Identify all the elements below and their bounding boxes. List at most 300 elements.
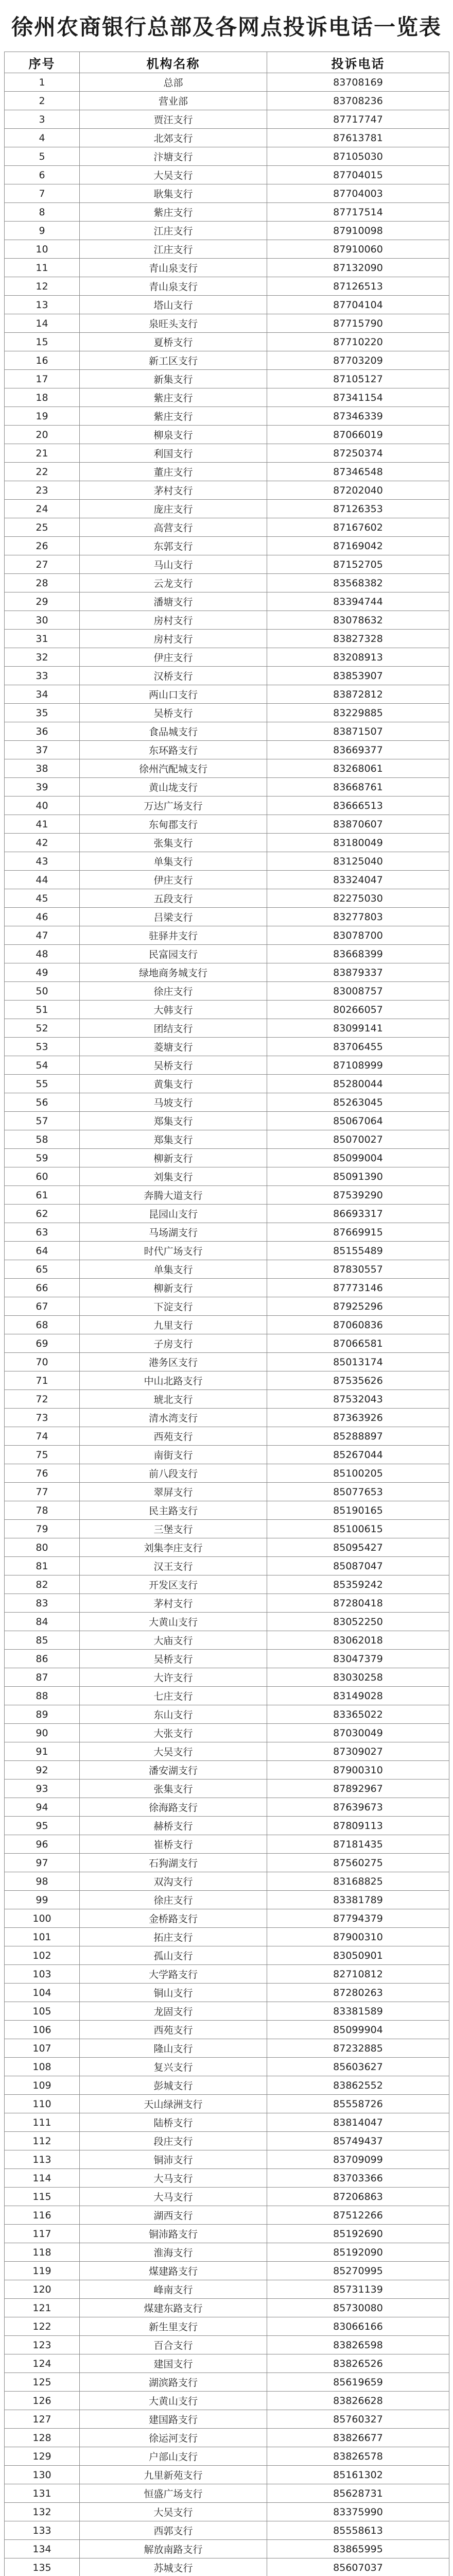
row-index: 5 bbox=[5, 147, 80, 166]
complaint-phone: 85091390 bbox=[267, 1167, 449, 1186]
row-index: 19 bbox=[5, 407, 80, 426]
table-row bbox=[5, 407, 449, 426]
row-index: 91 bbox=[5, 1742, 80, 1761]
complaint-phone: 87910060 bbox=[267, 240, 449, 259]
table-row bbox=[5, 2317, 449, 2336]
table-row bbox=[5, 1575, 449, 1594]
row-index: 134 bbox=[5, 2540, 80, 2558]
branch-name: 泉旺头支行 bbox=[80, 314, 267, 333]
table-row bbox=[5, 1205, 449, 1223]
branch-name: 柳新支行 bbox=[80, 1279, 267, 1297]
table-row bbox=[5, 1297, 449, 1316]
branch-name: 徐庄支行 bbox=[80, 982, 267, 1001]
table-row bbox=[5, 1520, 449, 1538]
row-index: 70 bbox=[5, 1353, 80, 1371]
branch-name: 陆桥支行 bbox=[80, 2113, 267, 2132]
branch-name: 淮海支行 bbox=[80, 2243, 267, 2262]
row-index: 68 bbox=[5, 1316, 80, 1334]
complaint-phone: 85192690 bbox=[267, 2225, 449, 2243]
row-index: 32 bbox=[5, 648, 80, 667]
table-row bbox=[5, 1483, 449, 1501]
table-row bbox=[5, 1334, 449, 1353]
complaint-phone: 83062018 bbox=[267, 1631, 449, 1650]
branch-name: 石狗湖支行 bbox=[80, 1854, 267, 1872]
table-row bbox=[5, 648, 449, 667]
row-index: 119 bbox=[5, 2262, 80, 2280]
row-index: 27 bbox=[5, 555, 80, 574]
row-index: 64 bbox=[5, 1242, 80, 1260]
complaint-phone: 85263045 bbox=[267, 1093, 449, 1112]
branch-name: 汴塘支行 bbox=[80, 147, 267, 166]
row-index: 82 bbox=[5, 1575, 80, 1594]
branch-name: 两山口支行 bbox=[80, 685, 267, 704]
row-index: 2 bbox=[5, 92, 80, 110]
row-index: 38 bbox=[5, 759, 80, 778]
table-row bbox=[5, 351, 449, 370]
complaint-phone: 87132090 bbox=[267, 259, 449, 277]
branch-name: 大学路支行 bbox=[80, 1965, 267, 1984]
table-row bbox=[5, 1687, 449, 1705]
row-index: 112 bbox=[5, 2132, 80, 2150]
complaint-phone: 83826578 bbox=[267, 2447, 449, 2466]
table-row bbox=[5, 1631, 449, 1650]
row-index: 47 bbox=[5, 926, 80, 945]
row-index: 118 bbox=[5, 2243, 80, 2262]
branch-name: 峰南支行 bbox=[80, 2280, 267, 2299]
table-row bbox=[5, 1724, 449, 1742]
branch-name: 贾汪支行 bbox=[80, 110, 267, 129]
table-row bbox=[5, 259, 449, 277]
complaint-phone: 87704015 bbox=[267, 166, 449, 184]
complaint-phone: 85100205 bbox=[267, 1464, 449, 1483]
table-row bbox=[5, 2540, 449, 2558]
complaint-phone: 85100615 bbox=[267, 1520, 449, 1538]
table-row bbox=[5, 463, 449, 481]
complaint-phone: 83827328 bbox=[267, 630, 449, 648]
branch-name: 青山泉支行 bbox=[80, 277, 267, 296]
row-index: 4 bbox=[5, 129, 80, 147]
complaint-phone: 83826598 bbox=[267, 2336, 449, 2354]
row-index: 93 bbox=[5, 1780, 80, 1798]
complaint-phone: 87900310 bbox=[267, 1761, 449, 1780]
row-index: 53 bbox=[5, 1038, 80, 1056]
complaint-phone: 83862552 bbox=[267, 2076, 449, 2095]
table-row bbox=[5, 741, 449, 759]
table-row bbox=[5, 518, 449, 537]
table-row bbox=[5, 1464, 449, 1483]
table-row bbox=[5, 426, 449, 444]
complaint-phone: 87539290 bbox=[267, 1186, 449, 1205]
table-row bbox=[5, 2299, 449, 2317]
row-index: 31 bbox=[5, 630, 80, 648]
row-index: 12 bbox=[5, 277, 80, 296]
table-row bbox=[5, 722, 449, 741]
row-index: 79 bbox=[5, 1520, 80, 1538]
row-index: 66 bbox=[5, 1279, 80, 1297]
row-index: 120 bbox=[5, 2280, 80, 2299]
table-row bbox=[5, 1242, 449, 1260]
branch-name: 马场湖支行 bbox=[80, 1223, 267, 1242]
table-row bbox=[5, 1353, 449, 1371]
row-index: 114 bbox=[5, 2169, 80, 2188]
row-index: 20 bbox=[5, 426, 80, 444]
complaint-phone: 87794379 bbox=[267, 1909, 449, 1928]
branch-name: 七庄支行 bbox=[80, 1687, 267, 1705]
branch-name: 夏桥支行 bbox=[80, 333, 267, 351]
row-index: 6 bbox=[5, 166, 80, 184]
table-row bbox=[5, 1594, 449, 1613]
row-index: 61 bbox=[5, 1186, 80, 1205]
complaint-phone: 87309027 bbox=[267, 1742, 449, 1761]
branch-name: 耿集支行 bbox=[80, 184, 267, 203]
complaint-phone: 87900310 bbox=[267, 1928, 449, 1946]
branch-name: 房村支行 bbox=[80, 630, 267, 648]
complaint-phone: 85628731 bbox=[267, 2484, 449, 2503]
table-row bbox=[5, 1650, 449, 1668]
complaint-phone: 83871507 bbox=[267, 722, 449, 741]
row-index: 13 bbox=[5, 296, 80, 314]
row-index: 43 bbox=[5, 852, 80, 871]
branch-name: 九里支行 bbox=[80, 1316, 267, 1334]
row-index: 18 bbox=[5, 388, 80, 407]
branch-name: 百合支行 bbox=[80, 2336, 267, 2354]
complaint-phone: 85558613 bbox=[267, 2521, 449, 2540]
row-index: 129 bbox=[5, 2447, 80, 2466]
complaint-phone: 85730080 bbox=[267, 2299, 449, 2317]
table-row bbox=[5, 2225, 449, 2243]
row-index: 121 bbox=[5, 2299, 80, 2317]
row-index: 135 bbox=[5, 2558, 80, 2576]
row-index: 16 bbox=[5, 351, 80, 370]
complaint-phone: 85267044 bbox=[267, 1446, 449, 1464]
branch-name: 房村支行 bbox=[80, 611, 267, 630]
complaint-phone: 87703209 bbox=[267, 351, 449, 370]
row-index: 8 bbox=[5, 203, 80, 222]
branch-name: 建国支行 bbox=[80, 2354, 267, 2373]
complaint-phone: 83008757 bbox=[267, 982, 449, 1001]
branch-name: 徐州汽配城支行 bbox=[80, 759, 267, 778]
branch-name: 翠屏支行 bbox=[80, 1483, 267, 1501]
row-index: 49 bbox=[5, 963, 80, 982]
table-row bbox=[5, 2429, 449, 2447]
row-index: 109 bbox=[5, 2076, 80, 2095]
branch-name: 民主路支行 bbox=[80, 1501, 267, 1520]
table-row bbox=[5, 1538, 449, 1557]
row-index: 101 bbox=[5, 1928, 80, 1946]
complaint-phone: 83208913 bbox=[267, 648, 449, 667]
row-index: 62 bbox=[5, 1205, 80, 1223]
complaint-phone: 85760327 bbox=[267, 2410, 449, 2429]
table-row bbox=[5, 2113, 449, 2132]
table-row bbox=[5, 1854, 449, 1872]
table-row bbox=[5, 1798, 449, 1817]
complaint-phone: 85077653 bbox=[267, 1483, 449, 1501]
row-index: 124 bbox=[5, 2354, 80, 2373]
branch-name: 塔山支行 bbox=[80, 296, 267, 314]
table-row bbox=[5, 1446, 449, 1464]
table-row bbox=[5, 2132, 449, 2150]
row-index: 54 bbox=[5, 1056, 80, 1075]
branch-name: 高营支行 bbox=[80, 518, 267, 537]
branch-name: 新集支行 bbox=[80, 370, 267, 388]
branch-name: 东郭支行 bbox=[80, 537, 267, 555]
row-index: 39 bbox=[5, 778, 80, 796]
table-row bbox=[5, 388, 449, 407]
branch-name: 南街支行 bbox=[80, 1446, 267, 1464]
row-index: 92 bbox=[5, 1761, 80, 1780]
row-index: 133 bbox=[5, 2521, 80, 2540]
branch-name: 孤山支行 bbox=[80, 1946, 267, 1965]
row-index: 74 bbox=[5, 1427, 80, 1446]
table-row bbox=[5, 2280, 449, 2299]
row-index: 89 bbox=[5, 1705, 80, 1724]
branch-name: 利国支行 bbox=[80, 444, 267, 463]
branch-name: 黄集支行 bbox=[80, 1075, 267, 1093]
complaint-phone: 83365022 bbox=[267, 1705, 449, 1724]
row-index: 84 bbox=[5, 1613, 80, 1631]
table-row bbox=[5, 1019, 449, 1038]
branch-name: 东山支行 bbox=[80, 1705, 267, 1724]
row-index: 57 bbox=[5, 1112, 80, 1130]
branch-name: 马坡支行 bbox=[80, 1093, 267, 1112]
table-row bbox=[5, 1075, 449, 1093]
row-index: 45 bbox=[5, 889, 80, 908]
row-index: 123 bbox=[5, 2336, 80, 2354]
branch-name: 隆山支行 bbox=[80, 2039, 267, 2058]
table-row bbox=[5, 796, 449, 815]
table-row bbox=[5, 2095, 449, 2113]
complaint-phone: 83853907 bbox=[267, 667, 449, 685]
branch-name: 茅村支行 bbox=[80, 1594, 267, 1613]
branch-name: 煤建路支行 bbox=[80, 2262, 267, 2280]
row-index: 97 bbox=[5, 1854, 80, 1872]
complaint-phone: 82710812 bbox=[267, 1965, 449, 1984]
complaint-phone: 85619659 bbox=[267, 2373, 449, 2392]
complaint-phone: 87363926 bbox=[267, 1409, 449, 1427]
branch-name: 铜沛支行 bbox=[80, 2150, 267, 2169]
row-index: 132 bbox=[5, 2503, 80, 2521]
row-index: 99 bbox=[5, 1891, 80, 1909]
row-index: 83 bbox=[5, 1594, 80, 1613]
branch-name: 煤建东路支行 bbox=[80, 2299, 267, 2317]
branch-name: 江庄支行 bbox=[80, 240, 267, 259]
complaint-phone: 85270995 bbox=[267, 2262, 449, 2280]
complaint-phone: 83078632 bbox=[267, 611, 449, 630]
complaint-phone: 87250374 bbox=[267, 444, 449, 463]
table-body bbox=[5, 73, 449, 2576]
complaint-phone: 83047379 bbox=[267, 1650, 449, 1668]
complaint-phone: 87060836 bbox=[267, 1316, 449, 1334]
table-row bbox=[5, 2373, 449, 2392]
branch-name: 中山北路支行 bbox=[80, 1371, 267, 1390]
complaint-phone: 83381589 bbox=[267, 2002, 449, 2021]
branch-name: 吕梁支行 bbox=[80, 908, 267, 926]
branch-name: 琥北支行 bbox=[80, 1390, 267, 1409]
table-row bbox=[5, 1130, 449, 1149]
branch-name: 民富园支行 bbox=[80, 945, 267, 963]
branch-name: 营业部 bbox=[80, 92, 267, 110]
branch-name: 奔腾大道支行 bbox=[80, 1186, 267, 1205]
branch-name: 解放南路支行 bbox=[80, 2540, 267, 2558]
table-row bbox=[5, 537, 449, 555]
row-index: 115 bbox=[5, 2188, 80, 2206]
branch-name: 马山支行 bbox=[80, 555, 267, 574]
branch-name: 云龙支行 bbox=[80, 574, 267, 592]
branch-name: 复兴支行 bbox=[80, 2058, 267, 2076]
branch-name: 拓庄支行 bbox=[80, 1928, 267, 1946]
complaint-phone: 83099141 bbox=[267, 1019, 449, 1038]
complaint-phone: 83826677 bbox=[267, 2429, 449, 2447]
table-row bbox=[5, 1390, 449, 1409]
complaint-phone: 83568382 bbox=[267, 574, 449, 592]
table-row bbox=[5, 852, 449, 871]
complaint-phone-table bbox=[4, 52, 449, 2576]
branch-name: 前八段支行 bbox=[80, 1464, 267, 1483]
table-row bbox=[5, 1835, 449, 1854]
row-index: 35 bbox=[5, 704, 80, 722]
table-row bbox=[5, 555, 449, 574]
complaint-phone: 83324047 bbox=[267, 871, 449, 889]
complaint-phone: 85558726 bbox=[267, 2095, 449, 2113]
row-index: 102 bbox=[5, 1946, 80, 1965]
complaint-phone: 87717747 bbox=[267, 110, 449, 129]
complaint-phone: 85749437 bbox=[267, 2132, 449, 2150]
row-index: 33 bbox=[5, 667, 80, 685]
table-row bbox=[5, 1965, 449, 1984]
table-row bbox=[5, 945, 449, 963]
complaint-phone: 83814047 bbox=[267, 2113, 449, 2132]
branch-name: 团结支行 bbox=[80, 1019, 267, 1038]
complaint-phone: 87704003 bbox=[267, 184, 449, 203]
complaint-phone: 83168825 bbox=[267, 1872, 449, 1891]
row-index: 67 bbox=[5, 1297, 80, 1316]
complaint-phone: 87126353 bbox=[267, 500, 449, 518]
complaint-phone: 87152705 bbox=[267, 555, 449, 574]
complaint-phone: 83668399 bbox=[267, 945, 449, 963]
complaint-phone: 85192090 bbox=[267, 2243, 449, 2262]
complaint-phone: 87892967 bbox=[267, 1780, 449, 1798]
complaint-phone: 87704104 bbox=[267, 296, 449, 314]
complaint-phone: 82275030 bbox=[267, 889, 449, 908]
table-row bbox=[5, 2169, 449, 2188]
branch-name: 食品城支行 bbox=[80, 722, 267, 741]
row-index: 69 bbox=[5, 1334, 80, 1353]
complaint-phone: 87066581 bbox=[267, 1334, 449, 1353]
row-index: 29 bbox=[5, 592, 80, 611]
branch-name: 汉王支行 bbox=[80, 1557, 267, 1575]
row-index: 100 bbox=[5, 1909, 80, 1928]
table-row bbox=[5, 704, 449, 722]
table-row bbox=[5, 815, 449, 834]
complaint-phone: 83668761 bbox=[267, 778, 449, 796]
branch-name: 大马支行 bbox=[80, 2169, 267, 2188]
row-index: 50 bbox=[5, 982, 80, 1001]
row-index: 107 bbox=[5, 2039, 80, 2058]
complaint-phone: 83030258 bbox=[267, 1668, 449, 1687]
row-index: 106 bbox=[5, 2021, 80, 2039]
branch-name: 汉桥支行 bbox=[80, 667, 267, 685]
table-row bbox=[5, 1409, 449, 1427]
row-index: 52 bbox=[5, 1019, 80, 1038]
complaint-phone: 85161302 bbox=[267, 2466, 449, 2484]
table-row bbox=[5, 630, 449, 648]
table-header-row bbox=[5, 52, 449, 73]
complaint-phone: 87717514 bbox=[267, 203, 449, 222]
table-row bbox=[5, 2002, 449, 2021]
row-index: 37 bbox=[5, 741, 80, 759]
complaint-phone: 87715790 bbox=[267, 314, 449, 333]
complaint-phone: 87669915 bbox=[267, 1223, 449, 1242]
row-index: 94 bbox=[5, 1798, 80, 1817]
row-index: 98 bbox=[5, 1872, 80, 1891]
complaint-phone: 87346339 bbox=[267, 407, 449, 426]
branch-name: 赫桥支行 bbox=[80, 1817, 267, 1835]
complaint-phone: 87512266 bbox=[267, 2206, 449, 2225]
complaint-phone: 87181435 bbox=[267, 1835, 449, 1854]
table-row bbox=[5, 500, 449, 518]
row-index: 23 bbox=[5, 481, 80, 500]
branch-name: 总部 bbox=[80, 73, 267, 92]
branch-name: 紫庄支行 bbox=[80, 388, 267, 407]
table-row bbox=[5, 1946, 449, 1965]
row-index: 55 bbox=[5, 1075, 80, 1093]
branch-name: 户部山支行 bbox=[80, 2447, 267, 2466]
row-index: 108 bbox=[5, 2058, 80, 2076]
table-row bbox=[5, 1112, 449, 1130]
table-row bbox=[5, 1001, 449, 1019]
branch-name: 紫庄支行 bbox=[80, 407, 267, 426]
row-index: 130 bbox=[5, 2466, 80, 2484]
branch-name: 潘塘支行 bbox=[80, 592, 267, 611]
branch-name: 苏城支行 bbox=[80, 2558, 267, 2576]
row-index: 3 bbox=[5, 110, 80, 129]
table-row bbox=[5, 908, 449, 926]
complaint-phone: 83706455 bbox=[267, 1038, 449, 1056]
table-row bbox=[5, 1371, 449, 1390]
complaint-phone: 85095427 bbox=[267, 1538, 449, 1557]
table-row bbox=[5, 2262, 449, 2280]
branch-name: 江庄支行 bbox=[80, 222, 267, 240]
complaint-phone: 83870607 bbox=[267, 815, 449, 834]
branch-name: 西郭支行 bbox=[80, 2521, 267, 2540]
table-row bbox=[5, 1984, 449, 2002]
row-index: 86 bbox=[5, 1650, 80, 1668]
table-row bbox=[5, 2243, 449, 2262]
complaint-phone: 87280418 bbox=[267, 1594, 449, 1613]
row-index: 76 bbox=[5, 1464, 80, 1483]
complaint-phone: 87066019 bbox=[267, 426, 449, 444]
row-index: 125 bbox=[5, 2373, 80, 2392]
table-row bbox=[5, 2206, 449, 2225]
branch-name: 清水湾支行 bbox=[80, 1409, 267, 1427]
branch-name: 港务区支行 bbox=[80, 1353, 267, 1371]
row-index: 111 bbox=[5, 2113, 80, 2132]
table-row bbox=[5, 444, 449, 463]
table-row bbox=[5, 129, 449, 147]
row-index: 103 bbox=[5, 1965, 80, 1984]
branch-name: 天山绿洲支行 bbox=[80, 2095, 267, 2113]
table-row bbox=[5, 2336, 449, 2354]
table-row bbox=[5, 2521, 449, 2540]
column-header-branch: 机构名称 bbox=[80, 52, 267, 73]
branch-name: 大黄山支行 bbox=[80, 2392, 267, 2410]
branch-name: 段庄支行 bbox=[80, 2132, 267, 2150]
complaint-phone: 83149028 bbox=[267, 1687, 449, 1705]
branch-name: 东环路支行 bbox=[80, 741, 267, 759]
table-row bbox=[5, 611, 449, 630]
row-index: 59 bbox=[5, 1149, 80, 1167]
table-row bbox=[5, 2354, 449, 2373]
